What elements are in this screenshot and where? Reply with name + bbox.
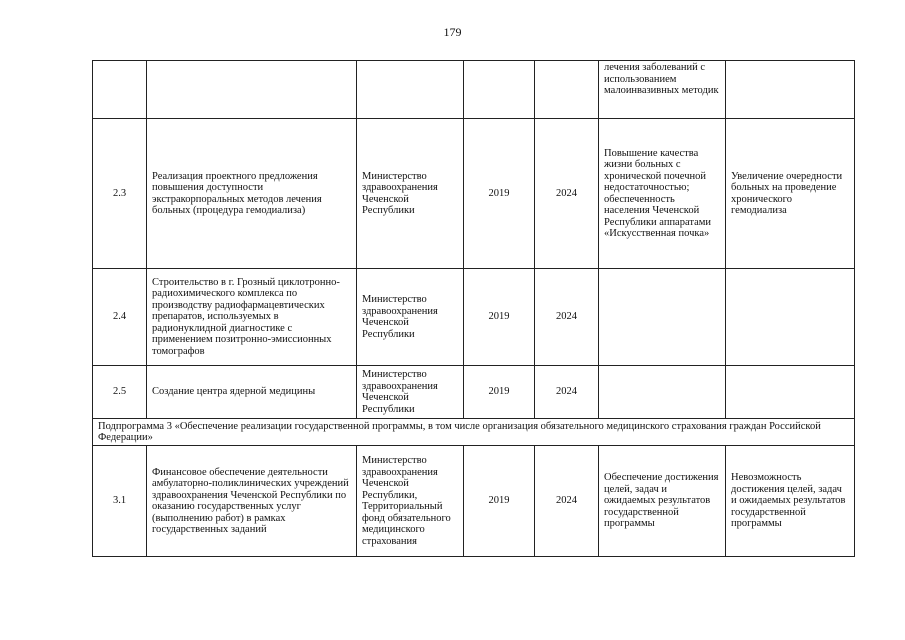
row-number (93, 61, 147, 119)
executor: Министерство здравоохранения Чеченской Республики (357, 269, 464, 366)
executor: Министерство здравоохранения Чеченской Республики, Территориальный фонд обязательного медицинского страхования (357, 446, 464, 557)
table-row (93, 269, 855, 366)
table-row (93, 61, 855, 119)
start-year: 2019 (464, 366, 535, 419)
row-number: 2.5 (93, 366, 147, 419)
expected-result: Повышение качества жизни больных с хронической почечной недостаточностью; обеспеченность населения Чеченской Республики аппаратами «Искусственная почка» (599, 119, 726, 269)
program-table (92, 60, 855, 557)
start-year: 2019 (464, 269, 535, 366)
activity-name: Финансовое обеспечение деятельности амбулаторно-поликлинических учреждений здравоохранения Чеченской Республики по оказанию государственных услуг (выполнению работ) в рамках государственных заданий (147, 446, 357, 557)
consequence (726, 61, 855, 119)
expected-result: лечения заболеваний с использованием малоинвазивных методик (599, 61, 726, 119)
start-year: 2019 (464, 446, 535, 557)
end-year: 2024 (535, 269, 599, 366)
subprogram-heading: Подпрограмма 3 «Обеспечение реализации государственной программы, в том числе организация обязательного медицинского страхования граждан Российской Федерации» (93, 419, 855, 446)
activity-name: Строительство в г. Грозный циклотронно-радиохимического комплекса по производству радиофармацевтических препаратов, используемых в радионуклидной диагностике с применением позитронно-эмиссионных томографов (147, 269, 357, 366)
expected-result: Обеспечение достижения целей, задач и ожидаемых результатов государственной программы (599, 446, 726, 557)
start-year (464, 61, 535, 119)
row-number: 2.4 (93, 269, 147, 366)
row-number: 3.1 (93, 446, 147, 557)
subprogram-row (93, 419, 855, 446)
page-number: 179 (443, 25, 462, 39)
activity-name (147, 61, 357, 119)
table-row (93, 366, 855, 419)
consequence: Невозможность достижения целей, задач и ожидаемых результатов государственной программы (726, 446, 855, 557)
row-number: 2.3 (93, 119, 147, 269)
expected-result (599, 269, 726, 366)
end-year: 2024 (535, 119, 599, 269)
end-year (535, 61, 599, 119)
table-row (93, 119, 855, 269)
end-year: 2024 (535, 366, 599, 419)
executor: Министерство здравоохранения Чеченской Республики (357, 366, 464, 419)
start-year: 2019 (464, 119, 535, 269)
end-year: 2024 (535, 446, 599, 557)
executor: Министерство здравоохранения Чеченской Республики (357, 119, 464, 269)
activity-name: Реализация проектного предложения повышения доступности экстракорпоральных методов лечения больных (процедура гемодиализа) (147, 119, 357, 269)
activity-name: Создание центра ядерной медицины (147, 366, 357, 419)
table-row (93, 446, 855, 557)
consequence: Увеличение очередности больных на проведение хронического гемодиализа (726, 119, 855, 269)
consequence (726, 366, 855, 419)
executor (357, 61, 464, 119)
expected-result (599, 366, 726, 419)
consequence (726, 269, 855, 366)
